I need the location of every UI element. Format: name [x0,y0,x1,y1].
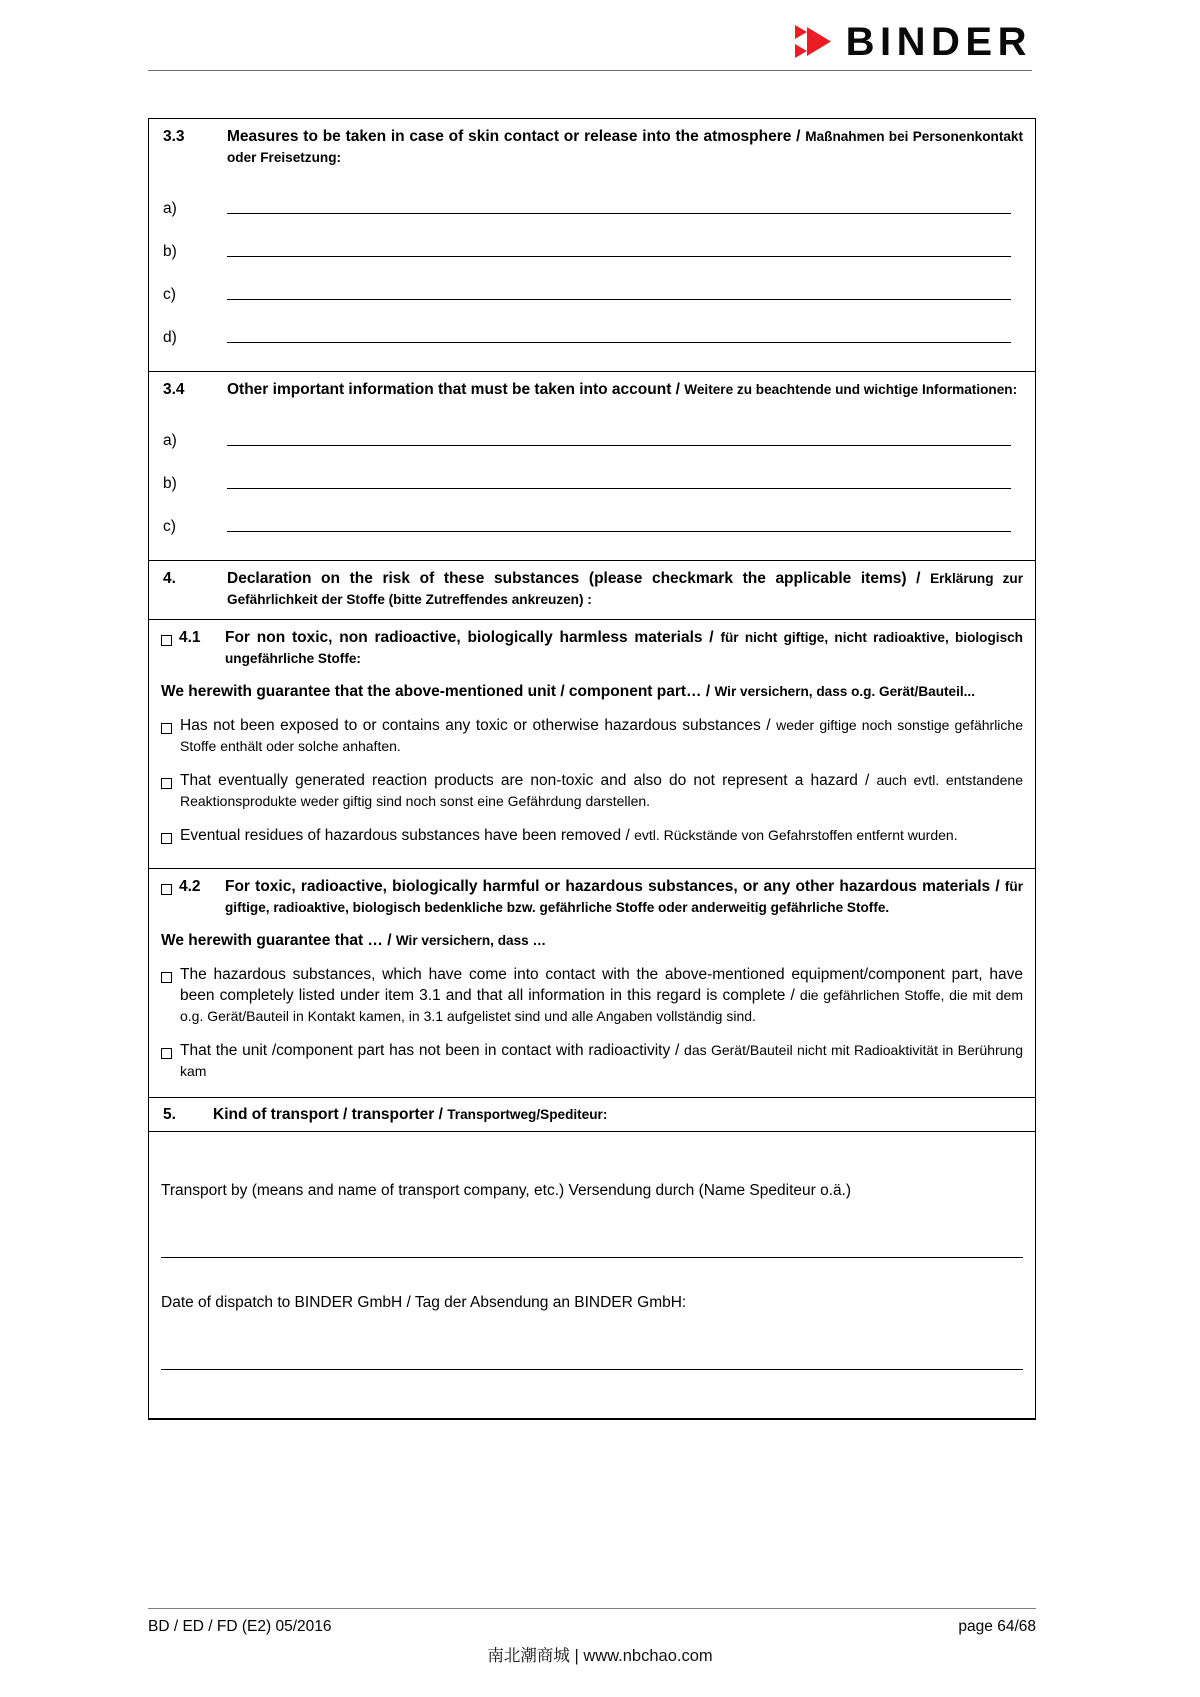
section-3-3-blank-d[interactable] [149,306,1035,349]
section-4-2-bullet-2-text [179,1040,1023,1082]
blank-label-c: c) [163,518,176,535]
section-4-1-bullet-2 [161,770,1023,812]
blank-label-b: b) [163,243,177,260]
blank-line-b[interactable] [227,488,1011,489]
section-3-3 [149,119,1035,372]
header-divider [148,70,1032,71]
section-4-number: 4. [163,570,176,587]
section-4-1-bullet-1-text [179,715,1023,757]
section-4-2-guarantee-en: We herewith guarantee that … / [161,932,396,949]
section-3-3-heading [161,126,1023,168]
blank-label-c: c) [163,286,176,303]
section-3-4-title-de: Weitere zu beachtende und wichtige Informationen: [684,382,1018,397]
section-3-4-blank-a[interactable] [149,409,1035,452]
section-4-1-bullet-3 [161,825,1023,851]
section-4-2-number: 4.2 [179,878,201,895]
page-footer [148,1608,1036,1637]
section-4-1-guarantee-de: Wir versichern, dass o.g. Gerät/Bauteil... [714,684,975,699]
section-4-1-bullet-3-text [179,825,1023,846]
section-4-heading [161,568,1023,610]
section-3-3-blank-a[interactable] [149,177,1035,220]
spacer [161,1258,1023,1292]
section-3-4-blank-c[interactable] [149,495,1035,538]
section-5-body [149,1132,1035,1418]
blank-line-a[interactable] [227,213,1011,214]
section-5-number: 5. [163,1106,176,1123]
section-3-4-title [227,379,1023,400]
spacer [149,538,1035,560]
section-4-1-bullet-1 [161,715,1023,757]
section-3-4-blank-b[interactable] [149,452,1035,495]
binder-triangles-logo [793,22,833,62]
blank-line-c[interactable] [227,531,1011,532]
section-4-2-guarantee-de: Wir versichern, dass … [395,933,547,948]
section-3-4-heading [161,379,1023,400]
spacer [161,851,1023,859]
spacer [161,1082,1023,1088]
bullet-en: That eventually generated reaction products are non-toxic and also do not represent a hazard / [180,772,877,789]
section-4-title [227,568,1023,610]
section-3-4-title-en: Other important information that must be taken into account / [227,381,685,398]
bullet-de: evtl. Rückstände von Gefahrstoffen entfernt wurden. [634,827,958,843]
checkbox-4-1-icon[interactable] [161,635,172,646]
bullet-en: Eventual residues of hazardous substances have been removed / [180,827,635,844]
section-3-3-number: 3.3 [163,128,185,145]
section-5-title [213,1104,1023,1125]
blank-label-d: d) [163,329,177,346]
section-4-1-title [225,627,1023,669]
section-4-1-title-de: für nicht giftige, nicht radioaktive, biologisch ungefährliche Stoffe: [225,630,1023,666]
declaration-form-table [148,118,1036,1420]
blank-line-c[interactable] [227,299,1011,300]
blank-line-d[interactable] [227,342,1011,343]
page-number: page 64/68 [958,1618,1036,1635]
checkbox-4-2-item-2-icon[interactable] [161,1048,172,1059]
section-4-2-guarantee [161,930,1023,951]
section-4-1-guarantee [161,681,1023,702]
blank-label-a: a) [163,200,177,217]
section-5-heading-row [149,1098,1035,1132]
blank-label-a: a) [163,432,177,449]
bullet-de: auch evtl. entstandene Reaktionsprodukte weder giftig sind noch sonst eine Gefährdung darstellen. [180,772,1023,809]
section-4-1-title-en: For non toxic, non radioactive, biologically harmless materials / [225,629,721,646]
spacer [161,1132,1023,1180]
section-4-1-bullet-2-text [179,770,1023,812]
section-3-4-number: 3.4 [163,381,185,398]
checkbox-4-1-item-2-icon[interactable] [161,778,172,789]
bullet-de: das Gerät/Bauteil nicht mit Radioaktivität in Berührung kam [180,1042,1024,1079]
blank-line-a[interactable] [227,445,1011,446]
section-4-2-bullet-2 [161,1040,1023,1082]
checkbox-4-2-item-1-icon[interactable] [161,972,172,983]
section-5-title-de: Transportweg/Spediteur: [447,1107,608,1122]
spacer [149,349,1035,371]
section-4-title-de: Erklärung zur Gefährlichkeit der Stoffe (bitte Zutreffendes ankreuzen) : [227,571,1023,607]
section-4-2 [149,869,1035,1098]
section-3-3-title-en: Measures to be taken in case of skin contact or release into the atmosphere / [227,128,806,145]
checkbox-4-2-icon[interactable] [161,884,172,895]
section-4-2-title [225,876,1023,918]
section-4-1-number: 4.1 [179,629,201,646]
checkbox-4-1-item-3-icon[interactable] [161,833,172,844]
footer-divider [148,1608,1036,1609]
section-4-title-en: Declaration on the risk of these substances (please checkmark the applicable items) / [227,570,931,587]
section-5-title-en: Kind of transport / transporter / [213,1106,448,1123]
page-header [0,0,1200,78]
bullet-de: weder giftige noch sonstige gefährliche Stoffe enthält oder solche anhaften. [180,717,1023,754]
spacer [161,1370,1023,1418]
site-watermark: 南北潮商城 | www.nbchao.com [487,1647,713,1665]
document-code: BD / ED / FD (E2) 05/2016 [148,1618,332,1635]
section-4-2-title-en: For toxic, radioactive, biologically harmful or hazardous substances, or any other hazardous materials / [225,878,1005,895]
section-4-1 [149,620,1035,869]
section-5-heading [161,1104,1023,1125]
section-4-2-title-de: für giftige, radioaktive, biologisch bedenkliche bzw. gefährliche Stoffe oder anderweitig gefährliche Stoffe. [225,879,1023,915]
bullet-en: That the unit /component part has not been in contact with radioactivity / [180,1042,685,1059]
dispatch-date-label: Date of dispatch to BINDER GmbH / Tag der Absendung an BINDER GmbH: [161,1294,687,1311]
blank-line-b[interactable] [227,256,1011,257]
section-4-2-bullet-1 [161,964,1023,1027]
section-3-4 [149,372,1035,561]
section-3-3-blank-c[interactable] [149,263,1035,306]
blank-label-b: b) [163,475,177,492]
section-4-2-heading [161,876,1023,918]
brand-name: BINDER [845,20,1032,64]
checkbox-4-1-item-1-icon[interactable] [161,723,172,734]
section-3-3-title-de: Maßnahmen bei Personenkontakt oder Freisetzung: [227,129,1023,165]
section-3-3-title [227,126,1023,168]
transport-company-label: Transport by (means and name of transport company, etc.) Versendung durch (Name Spediteur o.ä.) [161,1182,852,1199]
section-4-1-heading [161,627,1023,669]
bullet-en: The hazardous substances, which have come into contact with the above-mentioned equipment/component part, have been completely listed under item 3.1 and that all information in this regard is complete / [180,966,1023,1004]
section-3-3-blank-b[interactable] [149,220,1035,263]
section-4-1-guarantee-en: We herewith guarantee that the above-mentioned unit / component part… / [161,683,715,700]
bullet-de: die gefährlichen Stoffe, die mit dem o.g. Gerät/Bauteil in Kontakt kamen, in 3.1 aufgelistet sind und alle Angaben vollständig sind. [180,987,1024,1024]
bullet-en: Has not been exposed to or contains any toxic or otherwise hazardous substances / [180,717,777,734]
binder-logo [793,22,1032,62]
section-4 [149,561,1035,620]
section-4-2-bullet-1-text [179,964,1023,1027]
